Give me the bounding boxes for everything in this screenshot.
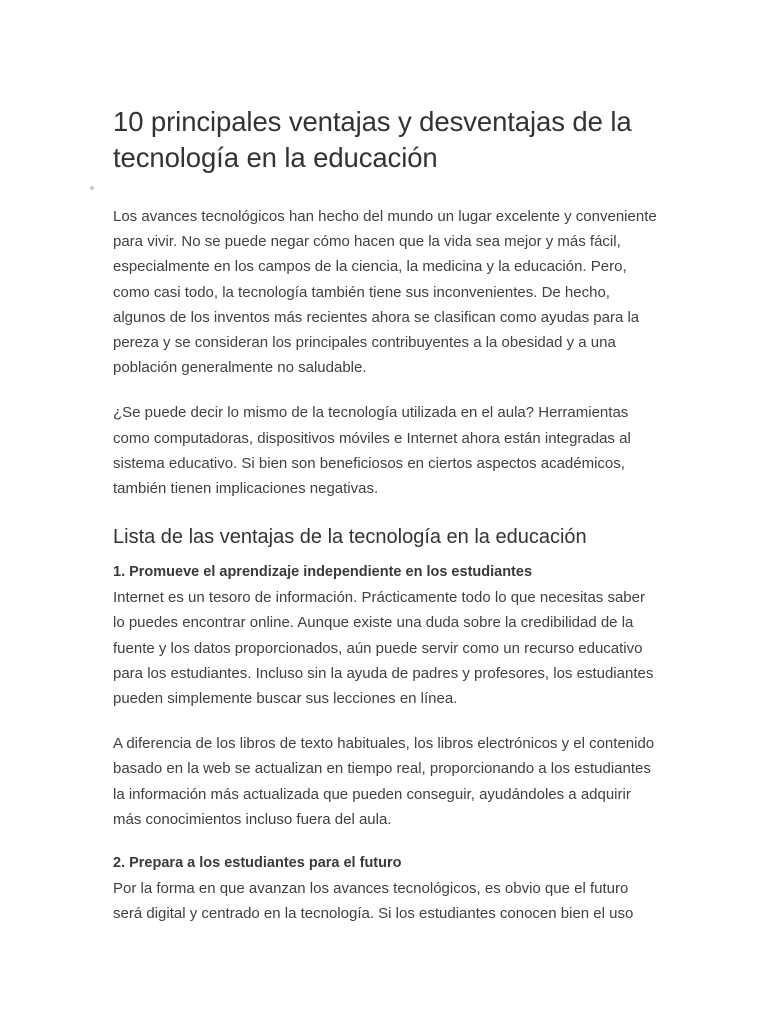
item-2-heading: 2. Prepara a los estudiantes para el futuro (113, 855, 402, 872)
intro-paragraph-1: Los avances tecnológicos han hecho del mundo un lugar excelente y conveniente para vivir. No se puede negar cómo hacen que la vida sea mejor y más fácil, especialmente en los campos de la ciencia, la medicina y la educación. Pero, como casi todo, la tecnología también tiene sus inconvenientes. De hecho, algunos de los inventos más recientes ahora se clasifican como ayudas para la pereza y se consideran los principales contribuyentes a la obesidad y a una población generalmente no saludable. (113, 208, 657, 377)
item-1-paragraph-1: Internet es un tesoro de información. Prácticamente todo lo que necesitas saber lo puedes encontrar online. Aunque existe una duda sobre la credibilidad de la fuente y los datos proporcionados, aún puede servir como un recurso educativo para los estudiantes. Incluso sin la ayuda de padres y profesores, los estudiantes pueden simplemente buscar sus lecciones en línea. (113, 589, 654, 708)
item-2-paragraph-1: Por la forma en que avanzan los avances tecnológicos, es obvio que el futuro será digital y centrado en la tecnología. Si los estudiantes conocen bien el uso (113, 880, 634, 923)
bullet-dot (90, 186, 94, 190)
intro-paragraph-2: ¿Se puede decir lo mismo de la tecnología utilizada en el aula? Herramientas como computadoras, dispositivos móviles e Internet ahora están integradas al sistema educativo. Si bien son beneficiosos en ciertos aspectos académicos, también tienen implicaciones negativas. (113, 404, 631, 498)
item-1-heading: 1. Promueve el aprendizaje independiente en los estudiantes (113, 564, 533, 581)
item-1-paragraph-2: A diferencia de los libros de texto habituales, los libros electrónicos y el contenido basado en la web se actualizan en tiempo real, proporcionando a los estudiantes la información más actualizada que pueden conseguir, ayudándoles a adquirir más conocimientos incluso fuera del aula. (113, 735, 655, 828)
document-page (113, 104, 658, 926)
section-heading: Lista de las ventajas de la tecnología en la educación (113, 526, 587, 549)
page-title: 10 principales ventajas y desventajas de la tecnología en la educación (113, 106, 632, 173)
